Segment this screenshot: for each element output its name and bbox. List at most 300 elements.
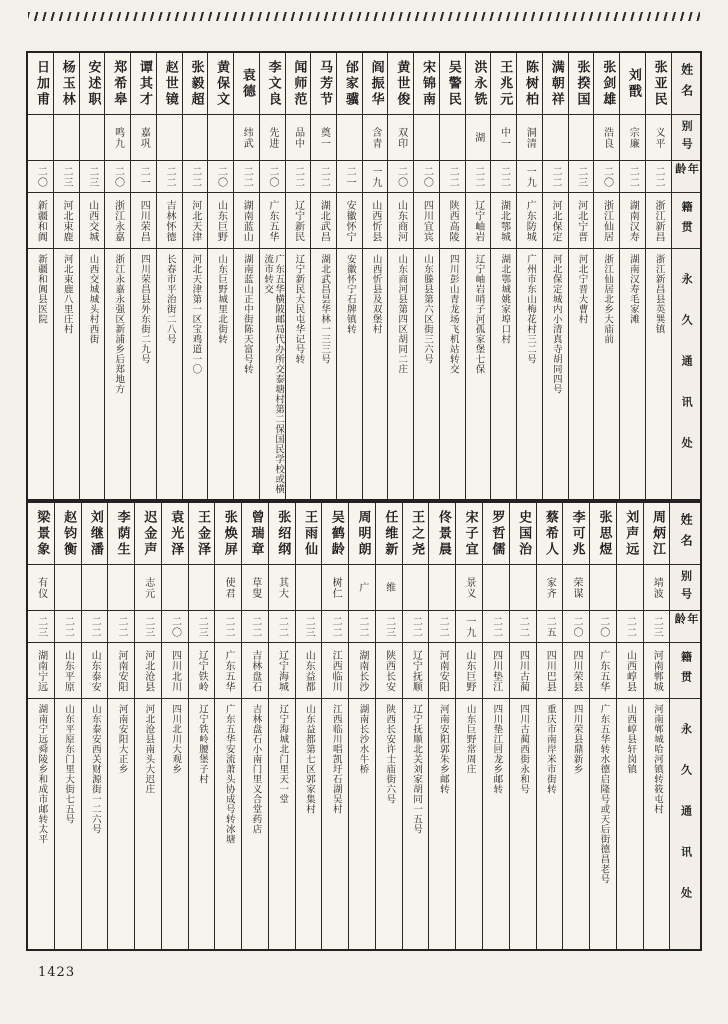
person-name: 刘戬 — [620, 53, 645, 115]
person-alias — [80, 115, 105, 161]
person-address: 四川古蔺西街永和号 — [518, 704, 530, 794]
person-age: 二二 — [82, 611, 108, 643]
person-column — [208, 53, 234, 499]
person-column — [105, 53, 131, 499]
person-age: 二二 — [617, 611, 643, 643]
person-address: 山东益都第七区郭家集村 — [304, 704, 315, 814]
person-address: 长春市平治街二八号 — [164, 254, 176, 344]
person-column — [510, 503, 537, 949]
person-name: 郑希皋 — [105, 53, 130, 115]
person-name: 吴警民 — [440, 53, 465, 115]
person-column — [537, 503, 564, 949]
person-alias: 靖波 — [644, 565, 670, 611]
person-native-place: 河南安阳 — [429, 643, 455, 699]
person-name: 张绍纲 — [269, 503, 295, 565]
directory-table-top — [26, 51, 702, 501]
person-age: 二二 — [215, 611, 241, 643]
person-name: 王之尧 — [403, 503, 429, 565]
person-age: 二二 — [349, 611, 375, 643]
person-age: 二二 — [440, 161, 465, 193]
person-name: 张焕屏 — [215, 503, 241, 565]
person-alias — [440, 115, 465, 161]
person-address: 广东五华横陂邮局代办所交泰塘村第二保国民学校或横流市转交 — [262, 254, 285, 494]
person-name: 刘继潘 — [82, 503, 108, 565]
person-native-place: 山东益都 — [296, 643, 322, 699]
person-column — [483, 503, 510, 949]
person-name: 满朝祥 — [543, 53, 568, 115]
person-alias: 荣谋 — [563, 565, 589, 611]
person-native-place: 河南安阳 — [108, 643, 134, 699]
person-column — [28, 53, 54, 499]
person-alias: 品中 — [286, 115, 311, 161]
person-native-place: 陕西高陵 — [440, 193, 465, 249]
person-age: 二三 — [376, 611, 402, 643]
person-alias — [429, 565, 455, 611]
person-alias: 先进 — [260, 115, 285, 161]
person-age: 二二 — [234, 161, 259, 193]
person-native-place: 河南郸城 — [644, 643, 670, 699]
person-column — [157, 53, 183, 499]
person-age: 二二 — [108, 611, 134, 643]
directory-table-bottom — [26, 501, 702, 951]
person-alias — [157, 115, 182, 161]
person-address: 四川垫江回龙乡邮转 — [491, 704, 503, 794]
person-alias: 嘉巩 — [131, 115, 156, 161]
page-top-decoration — [28, 12, 700, 21]
person-age: 一九 — [517, 161, 542, 193]
person-address: 山西交城城头村西街 — [87, 254, 99, 344]
person-name: 杨玉林 — [54, 53, 79, 115]
person-address: 山东商河县第四区胡同二庄 — [396, 254, 408, 374]
person-native-place: 广东五华 — [260, 193, 285, 249]
person-column — [590, 503, 617, 949]
header-alias: 别号 — [672, 115, 700, 161]
person-address: 四川彭山青龙场飞机站转交 — [447, 254, 459, 374]
person-address: 河北宁晋大曹村 — [576, 254, 588, 324]
person-address: 新疆和阗县医院 — [36, 254, 48, 324]
person-address: 浙江仙居北乡大庙前 — [602, 254, 614, 344]
person-native-place: 辽宁抚顺 — [403, 643, 429, 699]
person-address: 湖南宁远舜陵乡和成市邮转太平 — [36, 704, 48, 844]
person-name: 阎振华 — [363, 53, 388, 115]
person-age: 二二 — [269, 611, 295, 643]
person-alias — [208, 115, 233, 161]
person-address: 辽宁岫岩哨子河孤家堡七保 — [473, 254, 485, 374]
person-native-place: 河北宁晋 — [569, 193, 594, 249]
person-name: 李文良 — [260, 53, 285, 115]
person-column — [644, 503, 671, 949]
person-native-place: 辽宁海城 — [269, 643, 295, 699]
person-native-place: 广东防城 — [517, 193, 542, 249]
person-address: 河南郸城哈河镇转筱屯村 — [651, 704, 663, 814]
person-alias: 义平 — [646, 115, 671, 161]
person-alias — [54, 115, 79, 161]
person-native-place: 山东商河 — [388, 193, 413, 249]
person-age: 二〇 — [28, 161, 53, 193]
person-native-place: 江西临川 — [322, 643, 348, 699]
person-age: 二三 — [54, 161, 79, 193]
person-age: 二〇 — [594, 161, 619, 193]
person-name: 黄世俊 — [388, 53, 413, 115]
person-name: 史国治 — [510, 503, 536, 565]
person-name: 谭其才 — [131, 53, 156, 115]
person-native-place: 四川巴县 — [537, 643, 563, 699]
person-column — [28, 503, 55, 949]
person-age: 二〇 — [590, 611, 616, 643]
person-age: 一九 — [363, 161, 388, 193]
person-column — [594, 53, 620, 499]
person-name: 周炳江 — [644, 503, 670, 565]
person-alias: 维 — [376, 565, 402, 611]
person-native-place: 辽宁铁岭 — [189, 643, 215, 699]
person-native-place: 浙江仙居 — [594, 193, 619, 249]
person-address: 湖北鄂城姚家埠口村 — [499, 254, 511, 344]
person-age: 二二 — [491, 161, 516, 193]
person-alias — [296, 565, 322, 611]
person-age: 二二 — [322, 611, 348, 643]
person-address: 河北保定城内小清真寺胡同四号 — [550, 254, 562, 394]
person-name: 闻师范 — [286, 53, 311, 115]
person-age: 二二 — [55, 611, 81, 643]
person-column — [403, 503, 430, 949]
person-age: 二二 — [543, 161, 568, 193]
person-alias — [403, 565, 429, 611]
person-address: 浙江永嘉永强区新浦乡后郑地方 — [113, 254, 125, 394]
person-column — [162, 503, 189, 949]
person-native-place: 新疆和阗 — [28, 193, 53, 249]
person-name: 张剑雄 — [594, 53, 619, 115]
person-address: 山东平原东门里大街七五号 — [63, 704, 75, 824]
person-address: 陕西长安许士庙街六号 — [384, 704, 396, 804]
person-column — [183, 53, 209, 499]
person-age: 二三 — [135, 611, 161, 643]
person-age: 二二 — [429, 611, 455, 643]
person-column — [54, 53, 80, 499]
person-column — [234, 53, 260, 499]
person-column — [242, 503, 269, 949]
person-native-place: 浙江新昌 — [646, 193, 671, 249]
person-column — [466, 53, 492, 499]
person-alias: 浩良 — [594, 115, 619, 161]
person-name: 日加甫 — [28, 53, 53, 115]
person-native-place: 吉林怀德 — [157, 193, 182, 249]
person-column — [55, 503, 82, 949]
person-alias: 广 — [349, 565, 375, 611]
person-column — [82, 503, 109, 949]
person-column — [563, 503, 590, 949]
person-alias — [543, 115, 568, 161]
person-name: 洪永铣 — [466, 53, 491, 115]
person-alias: 洞清 — [517, 115, 542, 161]
person-column — [260, 53, 286, 499]
person-age: 二三 — [189, 611, 215, 643]
person-native-place: 山东泰安 — [82, 643, 108, 699]
person-name: 梁景象 — [28, 503, 54, 565]
person-alias: 其大 — [269, 565, 295, 611]
person-native-place: 河北沧县 — [135, 643, 161, 699]
person-address: 河北天津第一区宝鸡道一〇 — [190, 254, 202, 374]
person-age: 二二 — [646, 161, 671, 193]
person-alias: 中一 — [491, 115, 516, 161]
person-age: 二〇 — [162, 611, 188, 643]
person-alias — [414, 115, 439, 161]
person-native-place: 湖南宁远 — [28, 643, 54, 699]
person-name: 罗哲儒 — [483, 503, 509, 565]
person-name: 李荫生 — [108, 503, 134, 565]
person-name: 张思煜 — [590, 503, 616, 565]
person-address: 河南安阳郭朱乡邮转 — [437, 704, 449, 794]
person-age: 二二 — [311, 161, 336, 193]
person-alias — [183, 115, 208, 161]
person-name: 赵钧衡 — [55, 503, 81, 565]
person-column — [429, 503, 456, 949]
person-age: 二三 — [80, 161, 105, 193]
person-alias: 鸣九 — [105, 115, 130, 161]
header-age: 年龄 — [670, 611, 700, 643]
header-name: 姓名 — [672, 53, 700, 115]
person-address: 河北沧县南头大迟庄 — [143, 704, 155, 794]
person-native-place: 山东巨野 — [456, 643, 482, 699]
person-column — [456, 503, 483, 949]
person-name: 刘声远 — [617, 503, 643, 565]
person-name: 袁德 — [234, 53, 259, 115]
header-alias: 别号 — [670, 565, 700, 611]
person-age: 二二 — [242, 611, 268, 643]
person-age: 二〇 — [388, 161, 413, 193]
person-age: 二二 — [620, 161, 645, 193]
person-alias: 使君 — [215, 565, 241, 611]
person-native-place: 辽宁岫岩 — [466, 193, 491, 249]
person-alias: 纬武 — [234, 115, 259, 161]
person-name: 吴鹤龄 — [322, 503, 348, 565]
person-address: 辽宁抚顺北关刘家胡同一五号 — [411, 704, 423, 834]
person-alias — [337, 115, 362, 161]
person-column — [646, 53, 672, 499]
person-address: 四川荣县鼎新乡 — [571, 704, 583, 774]
person-column — [617, 503, 644, 949]
person-age: 二〇 — [208, 161, 233, 193]
person-address: 山东巨野常周庄 — [464, 704, 476, 774]
person-address: 山东泰安西关财源街一二六号 — [89, 704, 101, 834]
person-native-place: 湖北鄂城 — [491, 193, 516, 249]
person-column — [363, 53, 389, 499]
header-native: 籍贯 — [672, 193, 700, 249]
person-address: 河南安阳大正乡 — [116, 704, 128, 774]
person-alias: 湖 — [466, 115, 491, 161]
person-name: 任维新 — [376, 503, 402, 565]
person-column — [269, 503, 296, 949]
person-native-place: 山东平原 — [55, 643, 81, 699]
person-name: 安述职 — [80, 53, 105, 115]
person-alias: 家齐 — [537, 565, 563, 611]
person-column — [337, 53, 363, 499]
person-name: 陈树柏 — [517, 53, 542, 115]
person-address: 辽宁新民大民屯华记号转 — [293, 254, 305, 364]
person-age: 二〇 — [260, 161, 285, 193]
person-address: 辽宁海城北门里天一堂 — [277, 704, 289, 804]
person-address: 江西临川唱凯圩石湖吴村 — [330, 704, 342, 814]
person-address: 浙江新昌县英巽镇 — [653, 254, 665, 334]
person-alias — [108, 565, 134, 611]
person-age: 二二 — [286, 161, 311, 193]
person-native-place: 河北保定 — [543, 193, 568, 249]
person-column — [349, 503, 376, 949]
person-column — [296, 503, 323, 949]
person-age: 二〇 — [414, 161, 439, 193]
person-age: 一九 — [456, 611, 482, 643]
person-name: 宋锦南 — [414, 53, 439, 115]
person-name: 张毅超 — [183, 53, 208, 115]
person-native-place: 陕西长安 — [376, 643, 402, 699]
person-column — [286, 53, 312, 499]
person-alias — [569, 115, 594, 161]
person-name: 黄保文 — [208, 53, 233, 115]
person-name: 张揆国 — [569, 53, 594, 115]
person-name: 佟景晨 — [429, 503, 455, 565]
person-column — [517, 53, 543, 499]
person-address: 湖南长沙水牛桥 — [357, 704, 369, 774]
person-address: 湖北武昌昙华林一三三号 — [319, 254, 331, 364]
person-native-place: 山西崞县 — [617, 643, 643, 699]
person-column — [311, 53, 337, 499]
person-age: 二二 — [183, 161, 208, 193]
person-column — [491, 53, 517, 499]
person-name: 王兆元 — [491, 53, 516, 115]
person-address: 重庆市南岸米市街转 — [544, 704, 556, 794]
person-address: 山东滕县第六区街三六号 — [422, 254, 434, 364]
person-native-place: 山西交城 — [80, 193, 105, 249]
person-native-place: 吉林盘石 — [242, 643, 268, 699]
person-alias: 双印 — [388, 115, 413, 161]
person-alias — [189, 565, 215, 611]
person-name: 周明朗 — [349, 503, 375, 565]
person-column — [414, 53, 440, 499]
table-header-column — [672, 53, 700, 499]
person-native-place: 湖南蓝山 — [234, 193, 259, 249]
person-column — [388, 53, 414, 499]
person-column — [376, 503, 403, 949]
person-alias — [483, 565, 509, 611]
person-address: 安徽怀宁石牌镇转 — [344, 254, 356, 334]
person-native-place: 辽宁新民 — [286, 193, 311, 249]
table-header-column — [670, 503, 700, 949]
person-age: 二五 — [537, 611, 563, 643]
person-column — [543, 53, 569, 499]
person-age: 二二 — [403, 611, 429, 643]
person-address: 辽宁铁岭腰堡子村 — [196, 704, 208, 784]
person-native-place: 四川垫江 — [483, 643, 509, 699]
person-name: 邰家骥 — [337, 53, 362, 115]
person-age: 二三 — [28, 611, 54, 643]
person-alias — [510, 565, 536, 611]
person-age: 二二 — [510, 611, 536, 643]
header-name: 姓名 — [670, 503, 700, 565]
person-name: 宋子宜 — [456, 503, 482, 565]
person-name: 赵世镜 — [157, 53, 182, 115]
person-column — [80, 53, 106, 499]
person-alias — [82, 565, 108, 611]
person-native-place: 广东五华 — [215, 643, 241, 699]
person-name: 迟金声 — [135, 503, 161, 565]
header-native: 籍贯 — [670, 643, 700, 699]
person-native-place: 山东巨野 — [208, 193, 233, 249]
person-alias: 志元 — [135, 565, 161, 611]
person-age: 二二 — [483, 611, 509, 643]
person-native-place: 湖南汉寿 — [620, 193, 645, 249]
person-age: 二三 — [569, 161, 594, 193]
person-column — [620, 53, 646, 499]
person-alias — [590, 565, 616, 611]
person-alias — [28, 115, 53, 161]
person-address: 湖南汉寿毛家滩 — [627, 254, 639, 324]
person-native-place: 安徽怀宁 — [337, 193, 362, 249]
person-alias — [55, 565, 81, 611]
person-address: 山西忻县及双堡村 — [370, 254, 382, 334]
person-age: 二〇 — [563, 611, 589, 643]
person-address: 四川北川大观乡 — [170, 704, 182, 774]
person-name: 王金泽 — [189, 503, 215, 565]
person-alias: 有仪 — [28, 565, 54, 611]
person-address: 吉林盘石小南门里义合堂药店 — [250, 704, 262, 834]
person-native-place: 四川荣昌 — [131, 193, 156, 249]
page-number: 1423 — [38, 965, 76, 980]
person-name: 王雨仙 — [296, 503, 322, 565]
header-address: 永久通讯处 — [679, 723, 693, 928]
person-address: 山西崞县轩岗镇 — [625, 704, 637, 774]
person-native-place: 河北束鹿 — [54, 193, 79, 249]
person-address: 湖南蓝山正中街陈天富号转 — [241, 254, 253, 374]
person-age: 二二 — [466, 161, 491, 193]
person-column — [440, 53, 466, 499]
person-address: 广东五华安流萧头协成号转冰塘 — [223, 704, 235, 844]
person-name: 蔡希人 — [537, 503, 563, 565]
person-name: 李可兆 — [563, 503, 589, 565]
person-column — [569, 53, 595, 499]
person-alias: 树仁 — [322, 565, 348, 611]
person-native-place: 四川宜宾 — [414, 193, 439, 249]
person-name: 曾瑞章 — [242, 503, 268, 565]
person-age: 二三 — [296, 611, 322, 643]
header-address: 永久通讯处 — [680, 273, 694, 478]
person-native-place: 河北天津 — [183, 193, 208, 249]
person-native-place: 广东五华 — [590, 643, 616, 699]
person-native-place: 山西忻县 — [363, 193, 388, 249]
person-alias: 景义 — [456, 565, 482, 611]
person-address: 四川荣昌县外东街二九号 — [138, 254, 150, 364]
person-alias: 含青 — [363, 115, 388, 161]
person-native-place: 四川北川 — [162, 643, 188, 699]
person-age: 二二 — [157, 161, 182, 193]
person-age: 二〇 — [105, 161, 130, 193]
person-address: 广东五华转水德启隆号或天后街德昌老号 — [598, 704, 610, 884]
person-alias: 宗廉 — [620, 115, 645, 161]
person-name: 张亚民 — [646, 53, 671, 115]
person-column — [131, 53, 157, 499]
person-alias — [162, 565, 188, 611]
person-native-place: 浙江永嘉 — [105, 193, 130, 249]
person-native-place: 湖南长沙 — [349, 643, 375, 699]
person-column — [135, 503, 162, 949]
person-native-place: 四川荣县 — [563, 643, 589, 699]
person-age: 二三 — [644, 611, 670, 643]
person-native-place: 湖北武昌 — [311, 193, 336, 249]
person-column — [215, 503, 242, 949]
person-name: 袁光泽 — [162, 503, 188, 565]
person-alias: 草叟 — [242, 565, 268, 611]
person-native-place: 四川古蔺 — [510, 643, 536, 699]
person-column — [322, 503, 349, 949]
person-alias: 奠一 — [311, 115, 336, 161]
